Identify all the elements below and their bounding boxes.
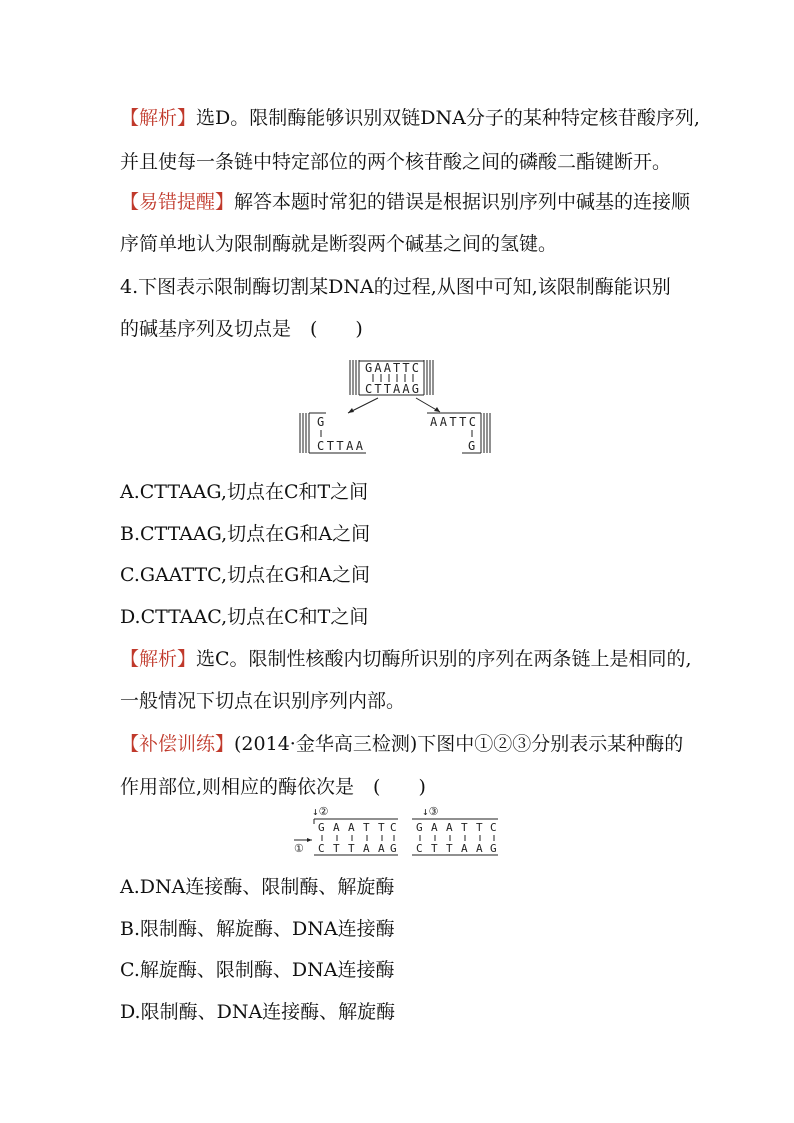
analysis-2-text: 选C。限制性核酸内切酶所识别的序列在两条链上是相同的, bbox=[196, 648, 692, 670]
tip-line-2: 序简单地认为限制酶就是断裂两个碱基之间的氢键。 bbox=[120, 233, 558, 255]
analysis-1-line-1 bbox=[120, 106, 700, 130]
marker-2-label: ↓② bbox=[312, 805, 329, 818]
bottom-base-letter: A bbox=[378, 842, 385, 855]
dna-cut-figure bbox=[290, 355, 510, 460]
top-base-letter: T bbox=[363, 821, 370, 834]
comp-line-1 bbox=[120, 732, 683, 756]
bottom-base-letter: T bbox=[333, 842, 340, 855]
right-top-label: AATTC bbox=[430, 415, 476, 429]
tip-tag: 【易错提醒】 bbox=[120, 191, 235, 213]
bottom-base-letter: T bbox=[431, 842, 438, 855]
right-bottom-label: G bbox=[468, 439, 476, 453]
top-base-letter: A bbox=[333, 821, 340, 834]
top-base-letter: A bbox=[348, 821, 355, 834]
sequence-letters bbox=[318, 821, 497, 855]
question-4-line-1: 4.下图表示限制酶切割某DNA的过程,从图中可知,该限制酶能识别 bbox=[120, 276, 671, 298]
top-base-letter: G bbox=[416, 821, 423, 834]
bottom-base-letter: C bbox=[416, 842, 423, 855]
comp-line-2: 作用部位,则相应的酶依次是 ( ) bbox=[120, 776, 426, 798]
top-strand-label: GAATTC bbox=[365, 361, 419, 375]
question-4-line-2: 的碱基序列及切点是 ( ) bbox=[120, 318, 363, 340]
top-base-letter: C bbox=[390, 821, 397, 834]
top-base-letter: A bbox=[446, 821, 453, 834]
comp-option-b: B.限制酶、解旋酶、DNA连接酶 bbox=[120, 918, 395, 940]
comp-tag: 【补偿训练】 bbox=[120, 733, 235, 755]
marker-1-label: ① bbox=[294, 842, 304, 855]
tip-line-1 bbox=[120, 190, 690, 214]
analysis-2-line-2: 一般情况下切点在识别序列内部。 bbox=[120, 690, 406, 712]
top-base-letter: G bbox=[318, 821, 325, 834]
bottom-base-letter: G bbox=[490, 842, 497, 855]
analysis-tag: 【解析】 bbox=[120, 648, 197, 670]
comp-text: (2014·金华高三检测)下图中①②③分别表示某种酶的 bbox=[234, 733, 684, 755]
marker-3-label: ↓③ bbox=[422, 805, 439, 818]
analysis-1-line-2: 并且使每一条链中特定部位的两个核苷酸之间的磷酸二酯键断开。 bbox=[120, 151, 672, 173]
comp-option-c: C.解旋酶、限制酶、DNA连接酶 bbox=[120, 959, 395, 981]
bottom-base-letter: G bbox=[390, 842, 397, 855]
bottom-base-letter: T bbox=[348, 842, 355, 855]
bottom-base-letter: C bbox=[318, 842, 325, 855]
bottom-base-letter: A bbox=[461, 842, 468, 855]
bottom-strand-label: CTTAAG bbox=[365, 382, 419, 396]
bottom-base-letter: T bbox=[446, 842, 453, 855]
analysis-2-line-1 bbox=[120, 647, 692, 671]
analysis-tag: 【解析】 bbox=[120, 107, 197, 129]
q4-option-b: B.CTTAAG,切点在G和A之间 bbox=[120, 523, 371, 545]
left-bottom-label: CTTAA bbox=[317, 439, 363, 453]
left-top-label: G bbox=[317, 415, 325, 429]
bottom-base-letter: A bbox=[476, 842, 483, 855]
analysis-1-text: 选D。限制酶能够识别双链DNA分子的某种特定核苷酸序列, bbox=[196, 107, 700, 129]
top-base-letter: T bbox=[378, 821, 385, 834]
q4-option-d: D.CTTAAC,切点在C和T之间 bbox=[120, 606, 369, 628]
q4-option-a: A.CTTAAG,切点在C和T之间 bbox=[120, 481, 369, 503]
enzyme-sites-figure bbox=[290, 800, 510, 860]
comp-option-a: A.DNA连接酶、限制酶、解旋酶 bbox=[120, 876, 395, 898]
tip-text: 解答本题时常犯的错误是根据识别序列中碱基的连接顺 bbox=[234, 191, 691, 213]
q4-option-c: C.GAATTC,切点在G和A之间 bbox=[120, 564, 370, 586]
top-base-letter: C bbox=[490, 821, 497, 834]
bottom-base-letter: A bbox=[363, 842, 370, 855]
top-base-letter: A bbox=[431, 821, 438, 834]
comp-option-d: D.限制酶、DNA连接酶、解旋酶 bbox=[120, 1001, 396, 1023]
top-base-letter: T bbox=[461, 821, 468, 834]
top-base-letter: T bbox=[476, 821, 483, 834]
